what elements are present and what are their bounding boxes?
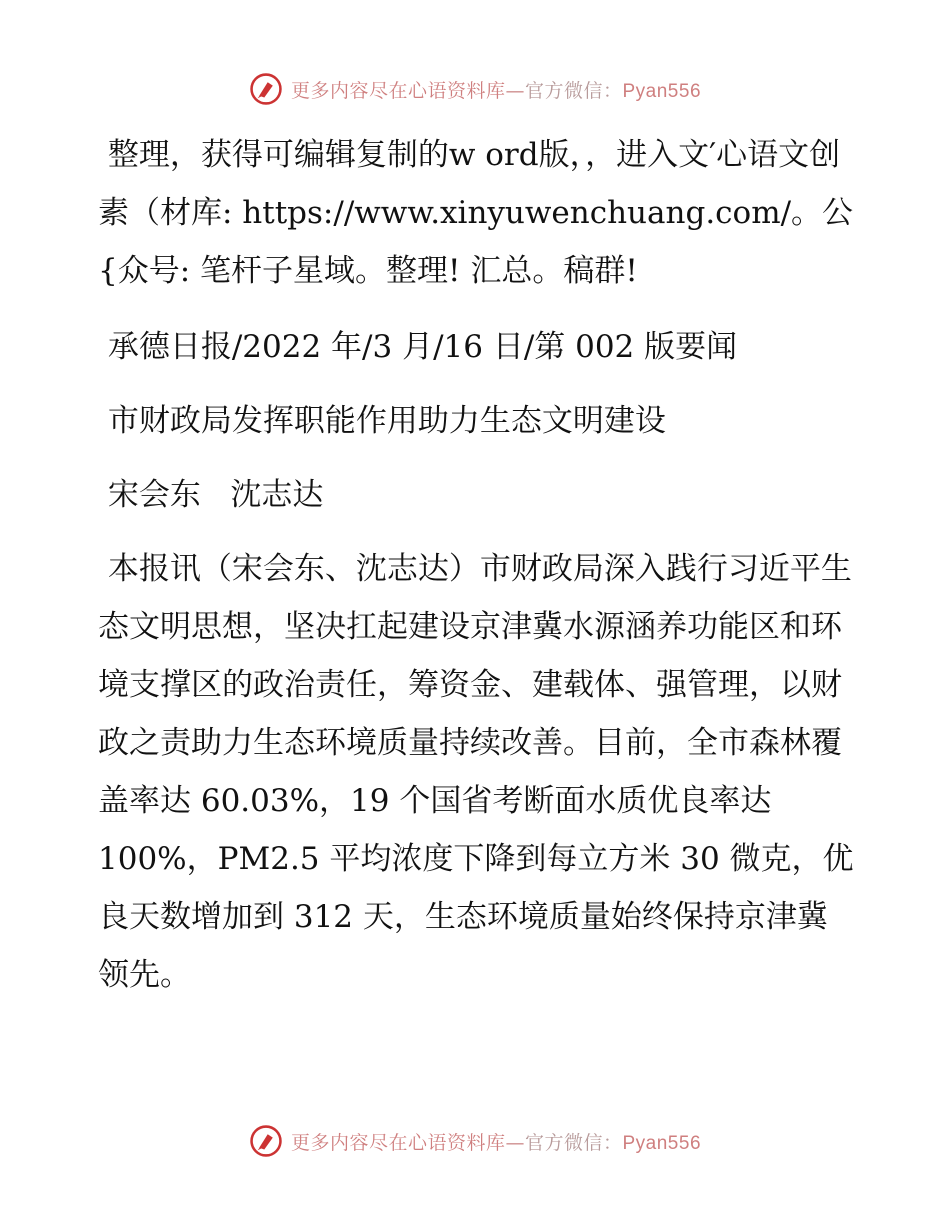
document-body <box>98 126 858 1004</box>
pen-nib-logo-icon <box>249 1124 283 1158</box>
intro-paragraph: 整理，获得可编辑复制的w ord版，，进入文′心语文创素（材库: https://www.xinyuwenchuang.com/。公{众号: 笔杆子星域。整理! 汇总。稿群! <box>98 137 854 289</box>
watermark-brand: 更多内容尽在心语资料库 <box>290 79 506 102</box>
article-paragraph: 本报讯（宋会东、沈志达）市财政局深入践行习近平生态文明思想，坚决扛起建设京津冀水源涵养功能区和环境支撑区的政治责任，筹资金、建载体、强管理，以财政之责助力生态环境质量持续改善。目前，全市森林覆盖率达 60.03%，19 个国省考断面水质优良率达 100%，PM2.5 平均浓度下降到每立方米 30 微克，优良天数增加到 312 天，生态环境质量始终保持京津冀领先。 <box>98 551 854 993</box>
headline: 市财政局发挥职能作用助力生态文明建设 <box>98 403 666 439</box>
authors-line: 宋会东 沈志达 <box>98 477 324 513</box>
watermark-brand: 更多内容尽在心语资料库 <box>290 1131 506 1154</box>
source-line: 承德日报/2022 年/3 月/16 日/第 002 版要闻 <box>98 329 738 365</box>
pen-nib-logo-icon <box>249 72 283 106</box>
watermark-wechat: Pyan556 <box>622 80 702 102</box>
watermark-separator: — <box>505 79 525 102</box>
watermark-label: 官方微信： <box>524 1131 623 1154</box>
watermark-separator: — <box>505 1131 525 1154</box>
header-watermark <box>0 72 950 106</box>
watermark-wechat: Pyan556 <box>622 1132 702 1154</box>
watermark-label: 官方微信： <box>524 79 623 102</box>
footer-watermark <box>0 1124 950 1158</box>
